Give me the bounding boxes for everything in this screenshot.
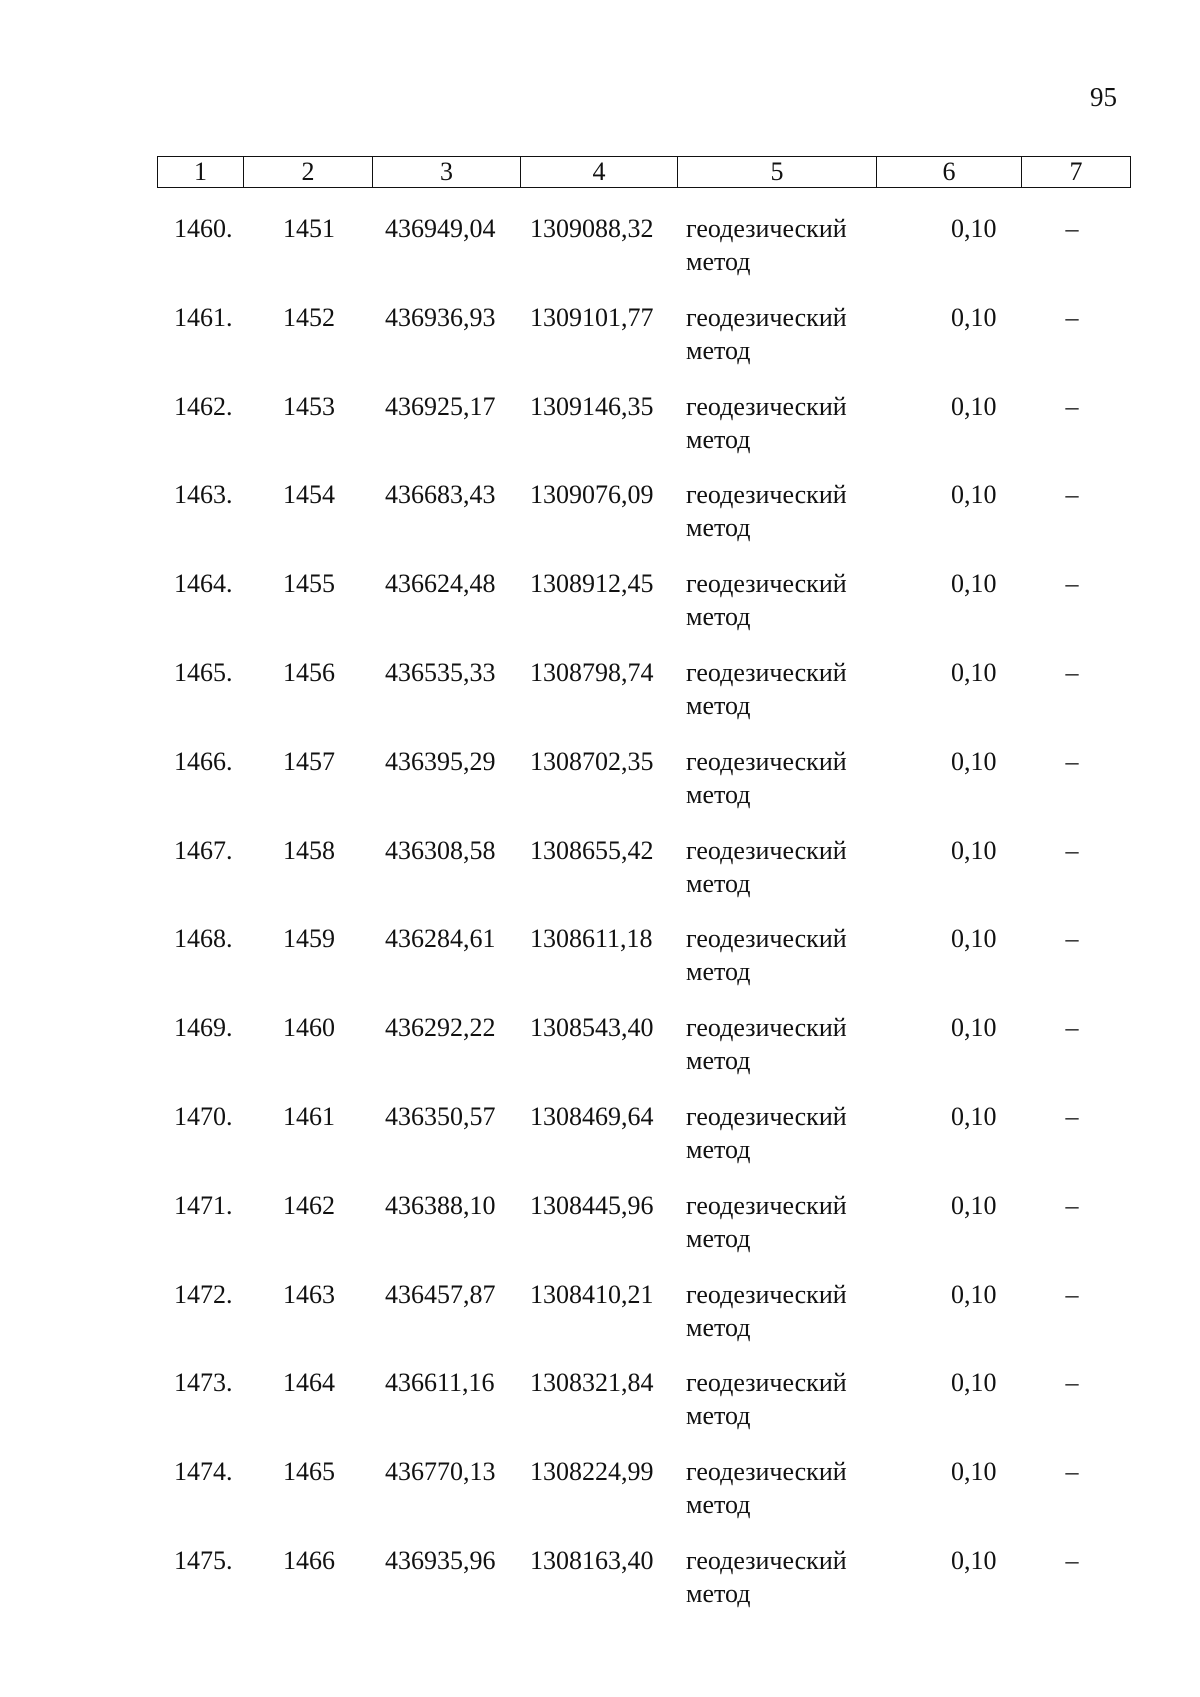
- accuracy: 0,10: [951, 657, 997, 687]
- method: геодезический метод: [686, 214, 847, 276]
- method: геодезический метод: [686, 1368, 847, 1431]
- coordinate-y: 1308702,35: [530, 746, 654, 776]
- coordinate-x: 436388,10: [385, 1190, 496, 1220]
- description: –: [1065, 1545, 1079, 1575]
- coordinate-x: 436925,17: [385, 391, 496, 421]
- table-row: [157, 1011, 1130, 1100]
- point-number: 1465: [283, 1457, 335, 1487]
- accuracy: 0,10: [951, 1190, 997, 1220]
- description: –: [1065, 1190, 1079, 1220]
- point-number: 1461: [283, 1101, 335, 1131]
- table-row: [157, 1189, 1130, 1278]
- row-number: 1475.: [174, 1545, 233, 1575]
- row-number: 1461.: [174, 302, 233, 332]
- description: –: [1065, 391, 1079, 421]
- description: –: [1065, 1457, 1079, 1487]
- description: –: [1065, 480, 1079, 510]
- coordinate-y: 1308543,40: [530, 1013, 654, 1043]
- table-header: [157, 156, 1131, 188]
- point-number: 1452: [283, 302, 335, 332]
- accuracy: 0,10: [951, 302, 997, 332]
- point-number: 1453: [283, 391, 335, 421]
- method: геодезический метод: [686, 924, 847, 987]
- method: геодезический метод: [686, 835, 847, 898]
- coordinate-x: 436457,87: [385, 1279, 496, 1309]
- row-number: 1470.: [174, 1101, 233, 1131]
- table-body: [157, 212, 1130, 1633]
- table-row: [157, 1100, 1130, 1189]
- coordinate-x: 436284,61: [385, 924, 496, 954]
- point-number: 1454: [283, 480, 335, 510]
- header-col-5: 5: [678, 157, 877, 188]
- method: геодезический метод: [686, 657, 847, 720]
- description: –: [1065, 746, 1079, 776]
- row-number: 1465.: [174, 657, 233, 687]
- coordinate-x: 436395,29: [385, 746, 496, 776]
- coordinate-y: 1309076,09: [530, 480, 654, 510]
- coordinate-x: 436935,96: [385, 1545, 496, 1575]
- header-col-7: 7: [1022, 157, 1131, 188]
- description: –: [1065, 1013, 1079, 1043]
- accuracy: 0,10: [951, 1101, 997, 1131]
- header-col-1: 1: [158, 157, 244, 188]
- point-number: 1459: [283, 924, 335, 954]
- coordinate-x: 436308,58: [385, 835, 496, 865]
- table-row: [157, 212, 1130, 301]
- accuracy: 0,10: [951, 480, 997, 510]
- table-row: [157, 1366, 1130, 1455]
- description: –: [1065, 302, 1079, 332]
- row-number: 1473.: [174, 1368, 233, 1398]
- accuracy: 0,10: [951, 1545, 997, 1575]
- row-number: 1472.: [174, 1279, 233, 1309]
- method: геодезический метод: [686, 746, 847, 809]
- accuracy: 0,10: [951, 391, 997, 421]
- coordinate-x: 436292,22: [385, 1013, 496, 1043]
- description: –: [1065, 924, 1079, 954]
- description: –: [1065, 1279, 1079, 1309]
- accuracy: 0,10: [951, 835, 997, 865]
- row-number: 1471.: [174, 1190, 233, 1220]
- table-row: [157, 1544, 1130, 1633]
- description: –: [1065, 214, 1079, 243]
- row-number: 1463.: [174, 480, 233, 510]
- method: геодезический метод: [686, 1279, 847, 1342]
- coordinate-x: 436535,33: [385, 657, 496, 687]
- header-col-4: 4: [521, 157, 678, 188]
- point-number: 1466: [283, 1545, 335, 1575]
- coordinate-y: 1309088,32: [530, 214, 654, 243]
- coordinate-y: 1308321,84: [530, 1368, 654, 1398]
- row-number: 1464.: [174, 569, 233, 599]
- accuracy: 0,10: [951, 1279, 997, 1309]
- coordinate-y: 1309101,77: [530, 302, 654, 332]
- header-col-3: 3: [373, 157, 521, 188]
- table-row: [157, 390, 1130, 479]
- row-number: 1462.: [174, 391, 233, 421]
- coordinate-y: 1308445,96: [530, 1190, 654, 1220]
- accuracy: 0,10: [951, 746, 997, 776]
- accuracy: 0,10: [951, 1368, 997, 1398]
- method: геодезический метод: [686, 1457, 847, 1520]
- accuracy: 0,10: [951, 1457, 997, 1487]
- header-col-6: 6: [877, 157, 1022, 188]
- coordinate-y: 1309146,35: [530, 391, 654, 421]
- method: геодезический метод: [686, 569, 847, 632]
- method: геодезический метод: [686, 1190, 847, 1253]
- coordinate-y: 1308798,74: [530, 657, 654, 687]
- header-col-2: 2: [244, 157, 373, 188]
- row-number: 1469.: [174, 1013, 233, 1043]
- method: геодезический метод: [686, 480, 847, 543]
- coordinate-y: 1308912,45: [530, 569, 654, 599]
- method: геодезический метод: [686, 1101, 847, 1164]
- coordinate-y: 1308655,42: [530, 835, 654, 865]
- method: геодезический метод: [686, 1545, 847, 1608]
- coordinate-y: 1308410,21: [530, 1279, 654, 1309]
- accuracy: 0,10: [951, 924, 997, 954]
- coordinate-x: 436624,48: [385, 569, 496, 599]
- coordinate-y: 1308224,99: [530, 1457, 654, 1487]
- row-number: 1460.: [174, 214, 233, 243]
- method: геодезический метод: [686, 302, 847, 365]
- row-number: 1467.: [174, 835, 233, 865]
- description: –: [1065, 657, 1079, 687]
- accuracy: 0,10: [951, 214, 997, 243]
- table-row: [157, 301, 1130, 390]
- coordinate-x: 436611,16: [385, 1368, 495, 1398]
- point-number: 1463: [283, 1279, 335, 1309]
- point-number: 1458: [283, 835, 335, 865]
- description: –: [1065, 1368, 1079, 1398]
- point-number: 1456: [283, 657, 335, 687]
- point-number: 1464: [283, 1368, 335, 1398]
- coordinate-x: 436949,04: [385, 214, 496, 243]
- row-number: 1466.: [174, 746, 233, 776]
- row-number: 1474.: [174, 1457, 233, 1487]
- table-row: [157, 922, 1130, 1011]
- coordinate-y: 1308611,18: [530, 924, 653, 954]
- coordinate-x: 436770,13: [385, 1457, 496, 1487]
- table-row: [157, 1455, 1130, 1544]
- accuracy: 0,10: [951, 1013, 997, 1043]
- point-number: 1462: [283, 1190, 335, 1220]
- method: геодезический метод: [686, 1013, 847, 1076]
- point-number: 1457: [283, 746, 335, 776]
- coordinate-x: 436350,57: [385, 1101, 496, 1131]
- coordinate-x: 436936,93: [385, 302, 496, 332]
- coordinate-y: 1308469,64: [530, 1101, 654, 1131]
- table-row: [157, 745, 1130, 834]
- row-number: 1468.: [174, 924, 233, 954]
- table-row: [157, 567, 1130, 656]
- coordinate-y: 1308163,40: [530, 1545, 654, 1575]
- description: –: [1065, 835, 1079, 865]
- page-number: 95: [1090, 82, 1117, 112]
- accuracy: 0,10: [951, 569, 997, 599]
- table-row: [157, 478, 1130, 567]
- table-row: [157, 1278, 1130, 1367]
- point-number: 1455: [283, 569, 335, 599]
- description: –: [1065, 569, 1079, 599]
- method: геодезический метод: [686, 391, 847, 454]
- point-number: 1451: [283, 214, 335, 243]
- coordinate-x: 436683,43: [385, 480, 496, 510]
- table-row: [157, 834, 1130, 923]
- point-number: 1460: [283, 1013, 335, 1043]
- description: –: [1065, 1101, 1079, 1131]
- table-row: [157, 656, 1130, 745]
